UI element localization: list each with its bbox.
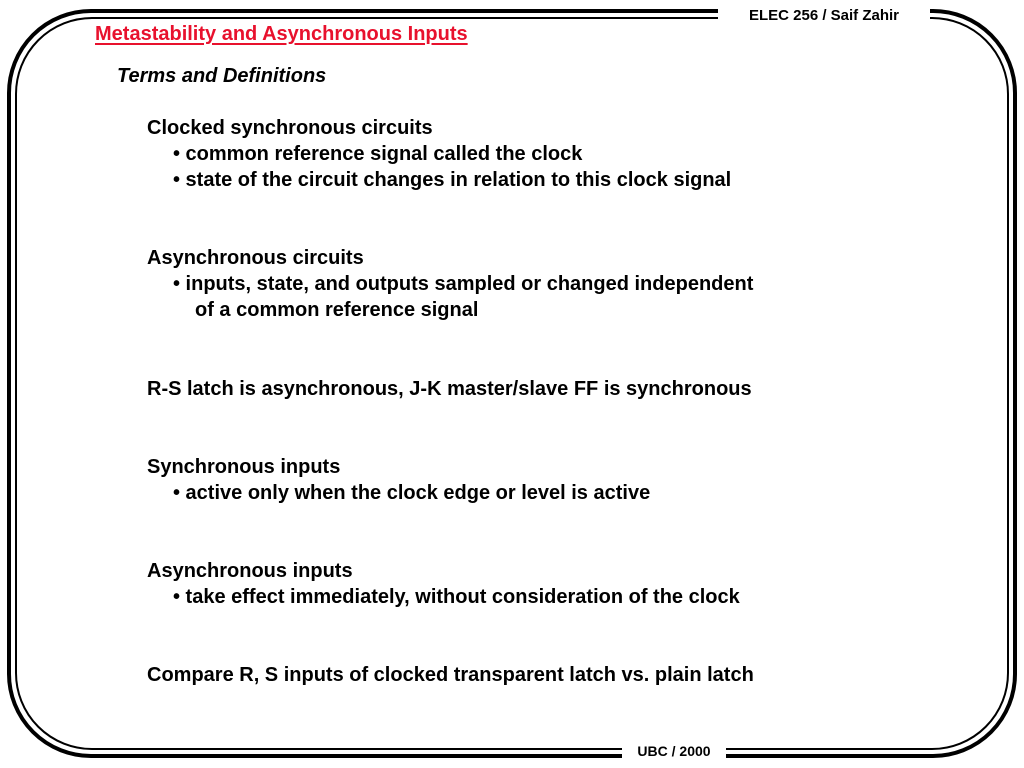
footer-label: UBC / 2000 xyxy=(622,740,726,762)
section-clocked-synchronous-circuits xyxy=(147,115,731,193)
section-asynchronous-circuits xyxy=(147,245,753,323)
section-heading: Asynchronous circuits xyxy=(147,247,364,269)
bullet-continuation: of a common reference signal xyxy=(195,299,479,321)
course-label: ELEC 256 / Saif Zahir xyxy=(718,4,930,28)
section-heading: Clocked synchronous circuits xyxy=(147,117,433,139)
section-heading: Compare R, S inputs of clocked transparent latch vs. plain latch xyxy=(147,664,754,686)
section-compare-latches xyxy=(147,662,754,688)
bullet-item: • state of the circuit changes in relation to this clock signal xyxy=(173,169,732,191)
section-synchronous-inputs xyxy=(147,454,650,506)
bullet-item: • inputs, state, and outputs sampled or changed independent xyxy=(173,273,754,295)
bullet-item: • common reference signal called the clock xyxy=(173,143,583,165)
section-heading: Asynchronous inputs xyxy=(147,560,353,582)
bullet-item: • take effect immediately, without consideration of the clock xyxy=(173,586,740,608)
section-rs-latch-statement xyxy=(147,376,752,402)
bullet-item: • active only when the clock edge or level is active xyxy=(173,482,651,504)
section-heading: Synchronous inputs xyxy=(147,456,341,478)
section-heading: R-S latch is asynchronous, J-K master/slave FF is synchronous xyxy=(147,378,752,400)
section-asynchronous-inputs xyxy=(147,558,740,610)
slide-title: Metastability and Asynchronous Inputs xyxy=(95,23,468,45)
slide-subtitle: Terms and Definitions xyxy=(117,65,327,87)
